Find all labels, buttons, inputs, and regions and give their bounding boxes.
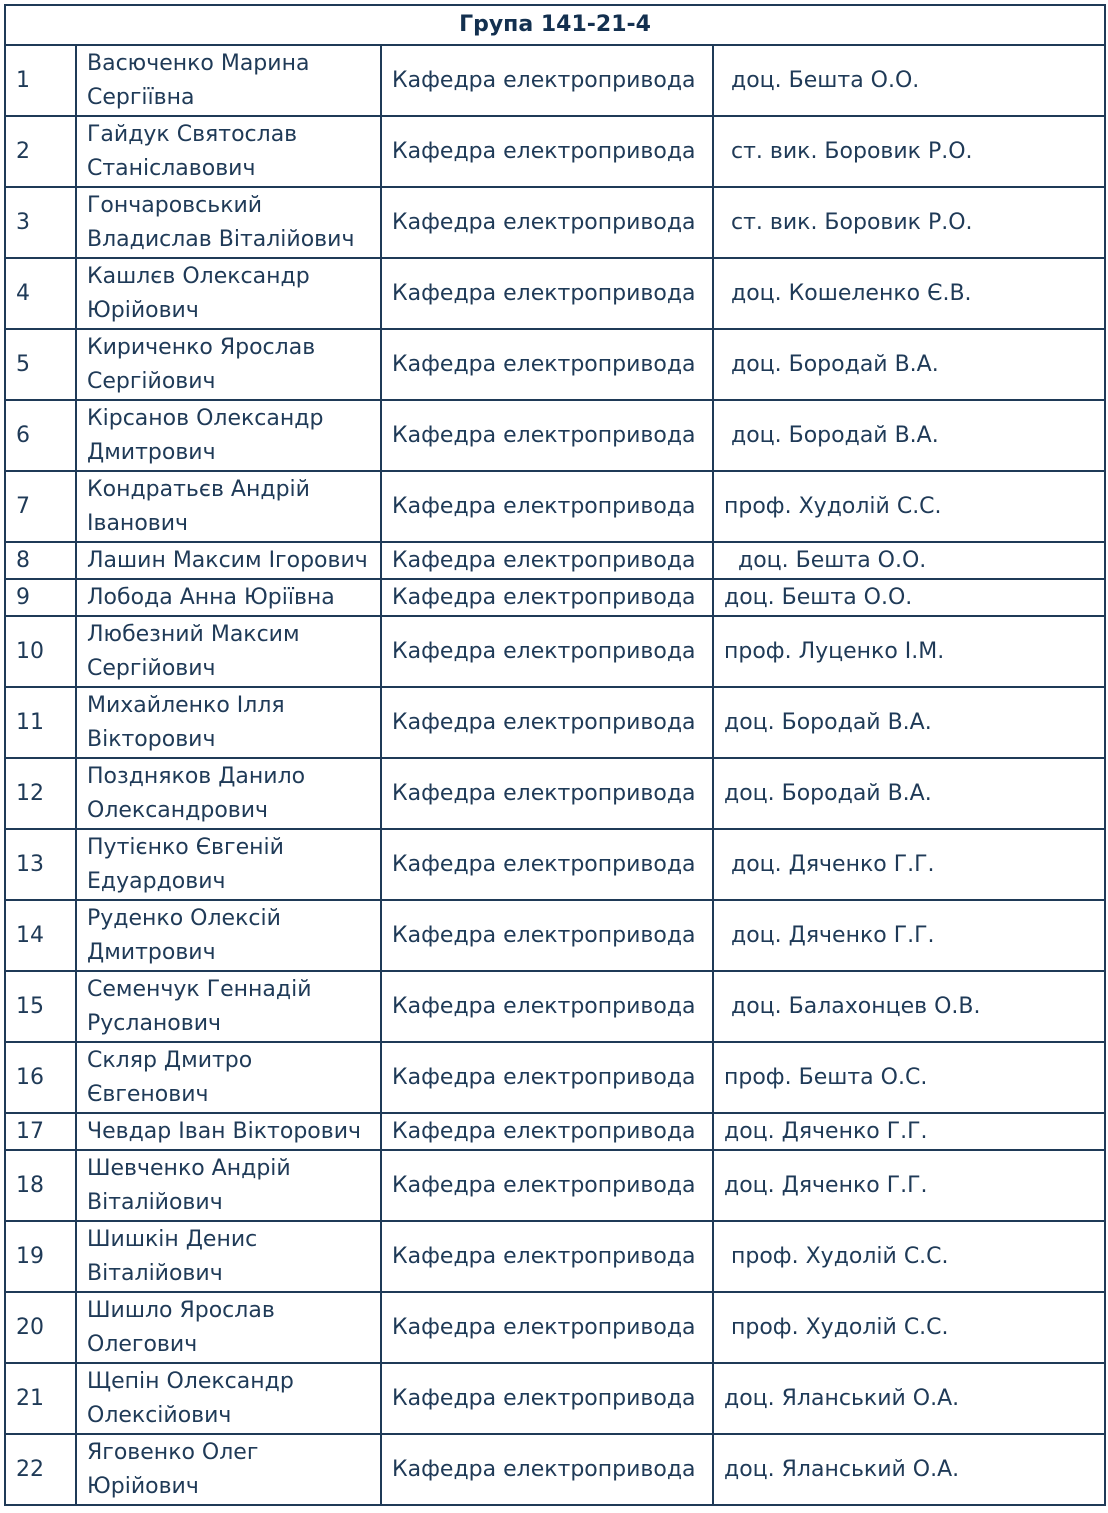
row-number: 1 [5, 45, 76, 116]
row-number: 10 [5, 616, 76, 687]
row-number: 20 [5, 1292, 76, 1363]
supervisor: ст. вик. Боровик Р.О. [713, 116, 1105, 187]
table-row [5, 258, 1105, 329]
table-row [5, 471, 1105, 542]
table-body [5, 5, 1105, 1505]
department: Кафедра електропривода [381, 1150, 713, 1221]
supervisor: доц. Балахонцев О.В. [713, 971, 1105, 1042]
student-name: Кірсанов Олександр Дмитрович [76, 400, 381, 471]
row-number: 3 [5, 187, 76, 258]
row-number: 9 [5, 579, 76, 616]
supervisor: доц. Дяченко Г.Г. [713, 1150, 1105, 1221]
table-row [5, 1363, 1105, 1434]
row-number: 17 [5, 1113, 76, 1150]
student-name: Яговенко Олег Юрійович [76, 1434, 381, 1505]
supervisor: проф. Бешта О.С. [713, 1042, 1105, 1113]
table-row [5, 187, 1105, 258]
row-number: 19 [5, 1221, 76, 1292]
student-name: Кондратьєв Андрій Іванович [76, 471, 381, 542]
student-name: Семенчук Геннадій Русланович [76, 971, 381, 1042]
supervisor: доц. Яланський О.А. [713, 1434, 1105, 1505]
department: Кафедра електропривода [381, 542, 713, 579]
table-row [5, 900, 1105, 971]
student-name: Васюченко Марина Сергіївна [76, 45, 381, 116]
row-number: 12 [5, 758, 76, 829]
table-row [5, 45, 1105, 116]
group-title: Група 141-21-4 [5, 5, 1105, 45]
department: Кафедра електропривода [381, 1434, 713, 1505]
department: Кафедра електропривода [381, 329, 713, 400]
supervisor: доц. Бородай В.А. [713, 329, 1105, 400]
students-table [4, 4, 1106, 1506]
supervisor: доц. Бородай В.А. [713, 400, 1105, 471]
student-name: Шишкін Денис Віталійович [76, 1221, 381, 1292]
department: Кафедра електропривода [381, 1292, 713, 1363]
table-row [5, 616, 1105, 687]
supervisor: проф. Худолій С.С. [713, 471, 1105, 542]
title-row [5, 5, 1105, 45]
student-name: Поздняков Данило Олександрович [76, 758, 381, 829]
department: Кафедра електропривода [381, 400, 713, 471]
row-number: 16 [5, 1042, 76, 1113]
row-number: 13 [5, 829, 76, 900]
department: Кафедра електропривода [381, 616, 713, 687]
student-name: Кириченко Ярослав Сергійович [76, 329, 381, 400]
department: Кафедра електропривода [381, 900, 713, 971]
table-row [5, 1113, 1105, 1150]
supervisor: доц. Бородай В.А. [713, 687, 1105, 758]
supervisor: доц. Бешта О.О. [713, 579, 1105, 616]
table-row [5, 971, 1105, 1042]
supervisor: доц. Дяченко Г.Г. [713, 900, 1105, 971]
supervisor: доц. Бешта О.О. [713, 45, 1105, 116]
department: Кафедра електропривода [381, 829, 713, 900]
department: Кафедра електропривода [381, 1221, 713, 1292]
row-number: 18 [5, 1150, 76, 1221]
student-name: Шишло Ярослав Олегович [76, 1292, 381, 1363]
supervisor: доц. Дяченко Г.Г. [713, 829, 1105, 900]
student-name: Путієнко Євгеній Едуардович [76, 829, 381, 900]
department: Кафедра електропривода [381, 258, 713, 329]
row-number: 8 [5, 542, 76, 579]
table-row [5, 116, 1105, 187]
table-row [5, 542, 1105, 579]
supervisor: проф. Луценко І.М. [713, 616, 1105, 687]
row-number: 7 [5, 471, 76, 542]
table-row [5, 687, 1105, 758]
department: Кафедра електропривода [381, 971, 713, 1042]
student-name: Любезний Максим Сергійович [76, 616, 381, 687]
row-number: 2 [5, 116, 76, 187]
row-number: 15 [5, 971, 76, 1042]
student-name: Шевченко Андрій Віталійович [76, 1150, 381, 1221]
student-name: Чевдар Іван Вікторович [76, 1113, 381, 1150]
table-row [5, 579, 1105, 616]
student-name: Гайдук Святослав Станіславович [76, 116, 381, 187]
row-number: 4 [5, 258, 76, 329]
row-number: 5 [5, 329, 76, 400]
student-name: Гончаровський Владислав Віталійович [76, 187, 381, 258]
table-row [5, 1292, 1105, 1363]
supervisor: проф. Худолій С.С. [713, 1221, 1105, 1292]
table-row [5, 1042, 1105, 1113]
student-name: Скляр Дмитро Євгенович [76, 1042, 381, 1113]
department: Кафедра електропривода [381, 471, 713, 542]
department: Кафедра електропривода [381, 45, 713, 116]
department: Кафедра електропривода [381, 1113, 713, 1150]
table-row [5, 1150, 1105, 1221]
table-row [5, 1434, 1105, 1505]
table-row [5, 758, 1105, 829]
department: Кафедра електропривода [381, 187, 713, 258]
table-row [5, 329, 1105, 400]
supervisor: доц. Бешта О.О. [713, 542, 1105, 579]
department: Кафедра електропривода [381, 1042, 713, 1113]
supervisor: доц. Яланський О.А. [713, 1363, 1105, 1434]
student-name: Кашлєв Олександр Юрійович [76, 258, 381, 329]
student-name: Руденко Олексій Дмитрович [76, 900, 381, 971]
table-row [5, 829, 1105, 900]
supervisor: ст. вик. Боровик Р.О. [713, 187, 1105, 258]
row-number: 22 [5, 1434, 76, 1505]
table-row [5, 1221, 1105, 1292]
student-name: Лашин Максим Ігорович [76, 542, 381, 579]
supervisor: доц. Кошеленко Є.В. [713, 258, 1105, 329]
student-name: Щепін Олександр Олексійович [76, 1363, 381, 1434]
student-name: Лобода Анна Юріївна [76, 579, 381, 616]
department: Кафедра електропривода [381, 758, 713, 829]
department: Кафедра електропривода [381, 116, 713, 187]
row-number: 6 [5, 400, 76, 471]
supervisor: проф. Худолій С.С. [713, 1292, 1105, 1363]
department: Кафедра електропривода [381, 579, 713, 616]
supervisor: доц. Дяченко Г.Г. [713, 1113, 1105, 1150]
table-row [5, 400, 1105, 471]
department: Кафедра електропривода [381, 1363, 713, 1434]
row-number: 14 [5, 900, 76, 971]
student-name: Михайленко Ілля Вікторович [76, 687, 381, 758]
department: Кафедра електропривода [381, 687, 713, 758]
row-number: 21 [5, 1363, 76, 1434]
supervisor: доц. Бородай В.А. [713, 758, 1105, 829]
row-number: 11 [5, 687, 76, 758]
